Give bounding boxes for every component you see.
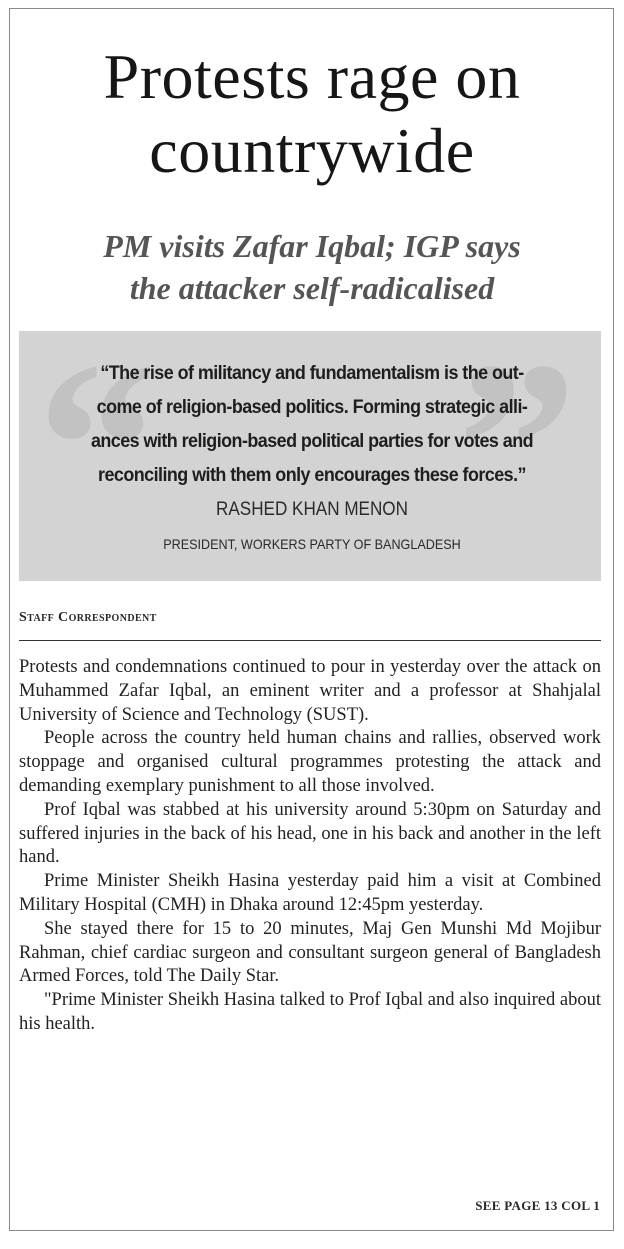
headline-line-2: countrywide: [149, 115, 475, 186]
body-paragraph: Protests and condemnations continued to pour in yesterday over the attack on Muhammed Zafar Iqbal, an eminent writer and a professor at Shahjalal University of Science and Technology (SUST).: [19, 657, 601, 725]
subheadline-line-2: the attacker self-radicalised: [129, 270, 495, 306]
body-paragraph: "Prime Minister Sheikh Hasina talked to Prof Iqbal and also inquired about his health.: [19, 990, 601, 1034]
body-paragraph: Prime Minister Sheikh Hasina yesterday paid him a visit at Combined Military Hospital (CMH) in Dhaka around 12:45pm yesterday.: [19, 871, 601, 915]
subheadline-line-1: PM visits Zafar Iqbal; IGP says: [103, 228, 521, 264]
pull-quote-line: reconciling with them only encourages these forces.”: [98, 464, 526, 486]
body-paragraph: She stayed there for 15 to 20 minutes, Maj Gen Munshi Md Mojibur Rahman, chief cardiac surgeon and consultant surgeon general of Bangladesh Armed Forces, told The Daily Star.: [19, 918, 601, 987]
headline-line-1: Protests rage on: [103, 41, 521, 112]
pull-quote-line: come of religion-based politics. Forming strategic alli-: [96, 396, 528, 418]
open-quote-mark-icon: “: [37, 331, 157, 578]
pull-quote-line: ances with religion-based political parties for votes and: [90, 430, 534, 452]
headline: [0, 40, 624, 188]
byline-divider: [19, 640, 601, 641]
pull-quote-text: [68, 356, 556, 492]
article-body: [19, 656, 601, 1037]
close-quote-mark-icon: ”: [457, 331, 577, 578]
body-paragraph: People across the country held human chains and rallies, observed work stoppage and organised cultural programmes protesting the attack and demanding exemplary punishment to all those involved.: [19, 728, 601, 796]
subheadline: [0, 225, 624, 309]
quote-attribution-name: RASHED KHAN MENON: [216, 499, 408, 520]
quote-attribution-title: PRESIDENT, WORKERS PARTY OF BANGLADESH: [163, 536, 461, 552]
pull-quote-line: “The rise of militancy and fundamentalism is the out-: [100, 362, 524, 384]
byline: Staff Correspondent: [19, 610, 157, 625]
continuation-jump: SEE PAGE 13 COL 1: [475, 1198, 600, 1213]
body-paragraph: Prof Iqbal was stabbed at his university around 5:30pm on Saturday and suffered injuries in the back of his head, one in his back and another in the left hand.: [19, 799, 601, 868]
